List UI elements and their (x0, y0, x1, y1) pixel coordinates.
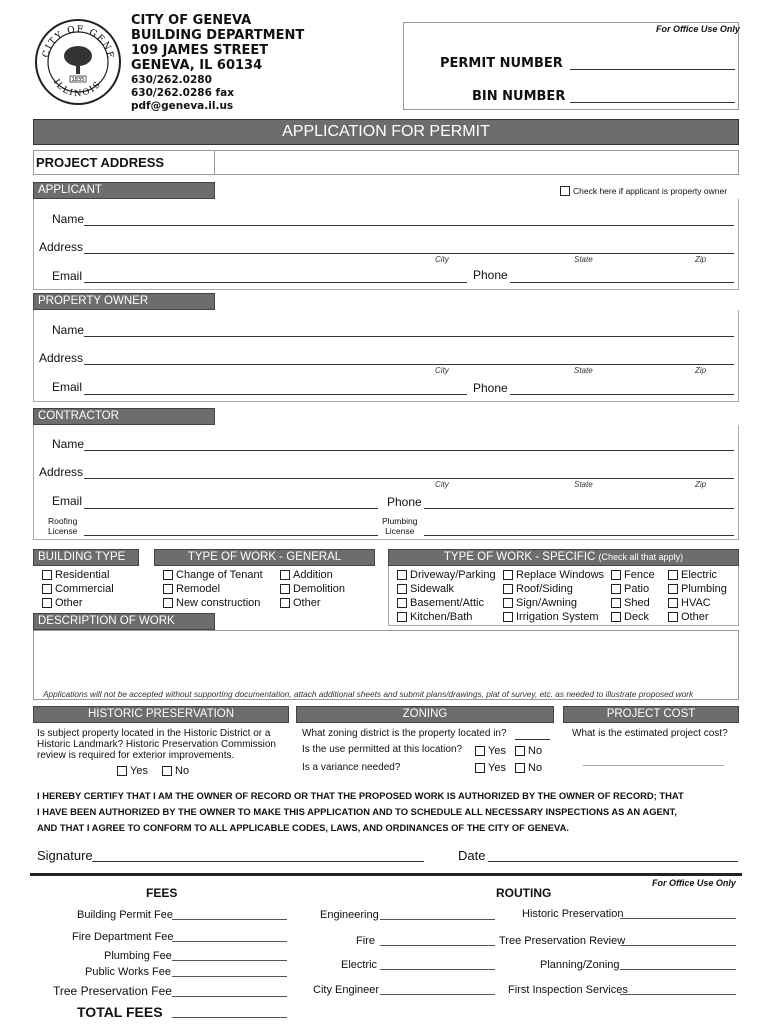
fee-building-permit: Building Permit Fee (77, 909, 173, 921)
zoning-permitted-yes[interactable] (475, 745, 506, 757)
applicant-name-field[interactable] (84, 225, 734, 226)
applicant-phone-field[interactable] (510, 282, 734, 283)
checkbox-box[interactable] (668, 612, 678, 622)
routing-city-engineer: City Engineer (313, 984, 380, 996)
fee-fire-department-field[interactable] (172, 941, 287, 942)
checkbox-box[interactable] (668, 570, 678, 580)
checkbox-box[interactable] (117, 766, 127, 776)
cost-bar: PROJECT COST (563, 706, 739, 723)
date-field[interactable] (488, 861, 738, 862)
routing-planning: Planning/Zoning (540, 959, 620, 971)
work-specific-irrigation[interactable] (503, 611, 599, 623)
owner-address-label: Address (39, 351, 84, 365)
header-phone: 630/262.0280 (131, 74, 212, 86)
building-type-label: Commercial (55, 583, 114, 595)
work-specific-label: Sign/Awning (516, 597, 577, 609)
work-general-remodel[interactable] (163, 583, 220, 595)
checkbox-box[interactable] (515, 763, 525, 773)
work-specific-patio[interactable] (611, 583, 649, 595)
historic-q-line3: review is required for exterior improvements. (37, 750, 235, 761)
bottom-divider (30, 873, 742, 876)
work-general-new-construction[interactable] (163, 597, 260, 609)
zoning-variance-no[interactable] (515, 762, 542, 774)
contractor-zip-label: Zip (695, 480, 707, 489)
cert-line3: AND THAT I AGREE TO CONFORM TO ALL APPLICABLE CODES, LAWS, AND ORDINANCES OF THE CITY OF GENEVA. (37, 822, 569, 833)
roofing-label-line1: Roofing (48, 516, 78, 526)
plumbing-license-field[interactable] (424, 535, 734, 536)
checkbox-box[interactable] (515, 746, 525, 756)
checkbox-box[interactable] (503, 570, 513, 580)
work-specific-bar (388, 549, 739, 566)
building-type-residential[interactable] (42, 569, 109, 581)
checkbox-box[interactable] (668, 584, 678, 594)
bin-number-label: BIN NUMBER (472, 89, 566, 104)
description-bar: DESCRIPTION OF WORK (33, 613, 215, 630)
work-specific-label: Irrigation System (516, 611, 599, 623)
signature-label: Signature (37, 848, 93, 863)
checkbox-box[interactable] (42, 598, 52, 608)
applicant-email-field[interactable] (84, 282, 467, 283)
header-street: 109 JAMES STREET (131, 43, 269, 58)
permit-number-field[interactable] (570, 69, 735, 70)
checkbox-box[interactable] (397, 570, 407, 580)
routing-historic-field[interactable] (620, 918, 736, 919)
fee-public-works: Public Works Fee (85, 966, 171, 978)
work-specific-label: HVAC (681, 597, 711, 609)
work-specific-sign[interactable] (503, 597, 577, 609)
header-citystate: GENEVA, IL 60134 (131, 58, 263, 73)
applicant-is-owner-label: Check here if applicant is property owner (573, 186, 728, 196)
city-seal (34, 18, 122, 106)
work-specific-label: Plumbing (681, 583, 727, 595)
checkbox-box[interactable] (475, 746, 485, 756)
owner-zip-label: Zip (695, 366, 707, 375)
cert-line2: I HAVE BEEN AUTHORIZED BY THE OWNER TO MAKE THIS APPLICATION AND TO SCHEDULE ALL NECESSARY INSPECTIONS AS AN AGENT, (37, 806, 677, 817)
work-specific-label: Roof/Siding (516, 583, 573, 595)
checkbox-box[interactable] (503, 598, 513, 608)
work-general-demolition[interactable] (280, 583, 345, 595)
work-specific-basement[interactable] (397, 597, 484, 609)
zoning-variance-yes[interactable] (475, 762, 506, 774)
owner-bar: PROPERTY OWNER (33, 293, 215, 310)
work-specific-label: Patio (624, 583, 650, 595)
svg-text:CITY OF GENEVA: CITY OF GENE (41, 24, 116, 61)
work-specific-label: Sidewalk (410, 583, 455, 595)
work-specific-plumbing[interactable] (668, 583, 727, 595)
fee-tree-preservation: Tree Preservation Fee (53, 984, 172, 998)
work-specific-label: Other (681, 611, 709, 623)
routing-first-inspection: First Inspection Services (508, 984, 628, 996)
routing-tree-review: Tree Preservation Review (499, 935, 626, 947)
applicant-zip-label: Zip (695, 255, 707, 264)
work-specific-sidewalk[interactable] (397, 583, 454, 595)
checkbox-box[interactable] (280, 570, 290, 580)
work-specific-fence[interactable] (611, 569, 655, 581)
zoning-district-field[interactable] (515, 739, 550, 740)
checkbox-box[interactable] (397, 584, 407, 594)
routing-electric-field[interactable] (380, 969, 495, 970)
work-general-addition[interactable] (280, 569, 333, 581)
roofing-label-line2: License (48, 526, 78, 536)
applicant-frame (33, 199, 739, 290)
fee-plumbing-field[interactable] (172, 960, 287, 961)
checkbox-box[interactable] (611, 584, 621, 594)
work-general-label: Demolition (293, 583, 345, 595)
routing-engineering: Engineering (320, 909, 379, 921)
work-general-label: Addition (293, 569, 333, 581)
owner-email-field[interactable] (84, 394, 467, 395)
contractor-phone-field[interactable] (424, 508, 734, 509)
owner-state-label: State (574, 366, 593, 375)
contractor-address-label: Address (39, 465, 84, 479)
historic-q-line2: Historic Landmark? Historic Preservation Commission (37, 739, 276, 750)
work-specific-kitchen[interactable] (397, 611, 472, 623)
yes-label: Yes (488, 762, 506, 774)
fee-fire-department: Fire Department Fee (72, 931, 174, 943)
work-specific-driveway[interactable] (397, 569, 496, 581)
building-type-label: Residential (55, 569, 110, 581)
header-city: CITY OF GENEVA (131, 13, 252, 28)
plumbing-label-line1: Plumbing (382, 516, 418, 526)
routing-first-inspection-field[interactable] (620, 994, 736, 995)
cert-line1: I HEREBY CERTIFY THAT I AM THE OWNER OF RECORD OR THAT THE PROPOSED WORK IS AUTHORIZED BY THE OWNER OF RECORD; THAT (37, 790, 684, 801)
header-email[interactable]: pdf@geneva.il.us (131, 100, 234, 112)
work-general-label: Remodel (176, 583, 221, 595)
routing-title: ROUTING (496, 886, 552, 900)
work-specific-label: Kitchen/Bath (410, 611, 473, 623)
date-label: Date (458, 848, 486, 863)
routing-fire: Fire (356, 935, 375, 947)
work-general-label: Other (293, 597, 321, 609)
owner-city-label: City (435, 366, 449, 375)
work-general-label: New construction (176, 597, 261, 609)
svg-text:ILLINOIS: ILLINOIS (50, 77, 104, 100)
fees-title: FEES (146, 886, 178, 900)
contractor-email-label: Email (52, 494, 83, 508)
work-specific-other[interactable] (668, 611, 709, 623)
form-title: APPLICATION FOR PERMIT (33, 119, 739, 145)
no-label: No (528, 745, 543, 757)
owner-frame (33, 310, 739, 402)
work-specific-label: Basement/Attic (410, 597, 484, 609)
project-address-label: PROJECT ADDRESS (36, 155, 165, 170)
applicant-address-field[interactable] (84, 253, 734, 254)
header-department: BUILDING DEPARTMENT (131, 28, 305, 43)
applicant-state-label: State (574, 255, 593, 264)
checkbox-box[interactable] (611, 612, 621, 622)
checkbox-box[interactable] (163, 584, 173, 594)
total-fees-label: TOTAL FEES (77, 1004, 163, 1020)
checkbox-box[interactable] (668, 598, 678, 608)
cost-question: What is the estimated project cost? (572, 728, 728, 739)
checkbox-box[interactable] (475, 763, 485, 773)
work-specific-windows[interactable] (503, 569, 604, 581)
contractor-city-label: City (435, 480, 449, 489)
building-type-label: Other (55, 597, 83, 609)
checkbox-box[interactable] (163, 598, 173, 608)
yes-label: Yes (488, 745, 506, 757)
contractor-phone-label: Phone (387, 495, 422, 509)
no-label: No (528, 762, 543, 774)
checkbox-box[interactable] (611, 598, 621, 608)
work-specific-label: Replace Windows (516, 569, 605, 581)
work-specific-roof[interactable] (503, 583, 573, 595)
work-specific-label: Deck (624, 611, 650, 623)
contractor-address-field[interactable] (84, 478, 734, 479)
fee-building-permit-field[interactable] (172, 919, 287, 920)
building-type-bar: BUILDING TYPE (33, 549, 139, 566)
contractor-email-field[interactable] (84, 508, 378, 509)
owner-name-field[interactable] (84, 336, 734, 337)
description-note: Applications will not be accepted without supporting documentation, attach additional sheets and submit plans/drawings, plat of survey, etc. as needed to illustrate proposed work (43, 689, 694, 699)
work-general-change-of-tenant[interactable] (163, 569, 263, 581)
applicant-address-label: Address (39, 240, 84, 254)
zoning-permitted-no[interactable] (515, 745, 542, 757)
routing-historic: Historic Preservation (522, 908, 624, 920)
roofing-license-label (48, 516, 77, 536)
historic-yes-checkbox[interactable] (117, 765, 148, 777)
signature-field[interactable] (92, 861, 424, 862)
routing-planning-field[interactable] (620, 969, 736, 970)
checkbox-box[interactable] (397, 612, 407, 622)
total-fees-field[interactable] (172, 1017, 287, 1018)
no-label: No (175, 765, 190, 777)
work-specific-label: Electric (681, 569, 718, 581)
fee-tree-preservation-field[interactable] (172, 996, 287, 997)
routing-electric: Electric (341, 959, 378, 971)
checkbox-box[interactable] (42, 584, 52, 594)
office-use-note-bottom: For Office Use Only (652, 878, 736, 888)
zoning-q3: Is a variance needed? (302, 762, 401, 773)
contractor-name-field[interactable] (84, 450, 734, 451)
applicant-phone-label: Phone (473, 268, 508, 282)
certification-text (37, 788, 684, 836)
checkbox-box[interactable] (611, 570, 621, 580)
work-general-other[interactable] (280, 597, 321, 609)
work-specific-label: Shed (624, 597, 650, 609)
owner-phone-label: Phone (473, 381, 508, 395)
zoning-bar: ZONING (296, 706, 554, 723)
routing-fire-field[interactable] (380, 945, 495, 946)
checkbox-box[interactable] (503, 612, 513, 622)
plumbing-license-label (382, 516, 417, 536)
work-general-label: Change of Tenant (176, 569, 263, 581)
work-specific-electric[interactable] (668, 569, 717, 581)
checkbox-box[interactable] (503, 584, 513, 594)
header-fax: 630/262.0286 fax (131, 87, 234, 99)
owner-name-label: Name (52, 323, 85, 337)
checkbox-box[interactable] (397, 598, 407, 608)
roofing-license-field[interactable] (84, 535, 378, 536)
svg-text:1835: 1835 (71, 77, 85, 83)
work-specific-bar-title: TYPE OF WORK - SPECIFIC (443, 551, 596, 563)
work-general-bar: TYPE OF WORK - GENERAL (154, 549, 375, 566)
checkbox-box[interactable] (42, 570, 52, 580)
checkbox-box[interactable] (560, 186, 570, 196)
historic-no-checkbox[interactable] (162, 765, 189, 777)
cost-field[interactable] (583, 765, 724, 766)
work-specific-label: Fence (624, 569, 655, 581)
historic-q-line1: Is subject property located in the Historic District or a (37, 728, 271, 739)
work-specific-label: Driveway/Parking (410, 569, 496, 581)
applicant-is-owner-checkbox[interactable] (560, 186, 727, 196)
applicant-name-label: Name (52, 212, 85, 226)
zoning-q2: Is the use permitted at this location? (302, 744, 463, 755)
routing-engineering-field[interactable] (380, 919, 495, 920)
work-specific-bar-note: (Check all that apply) (598, 552, 684, 562)
fee-public-works-field[interactable] (172, 976, 287, 977)
routing-city-engineer-field[interactable] (380, 994, 495, 995)
building-type-commercial[interactable] (42, 583, 114, 595)
zoning-q1: What zoning district is the property located in? (302, 728, 507, 739)
permit-number-label: PERMIT NUMBER (440, 56, 563, 71)
contractor-name-label: Name (52, 437, 85, 451)
historic-bar: HISTORIC PRESERVATION (33, 706, 289, 723)
checkbox-box[interactable] (280, 584, 290, 594)
work-specific-shed[interactable] (611, 597, 650, 609)
fee-plumbing: Plumbing Fee (104, 950, 172, 962)
plumbing-label-line2: License (385, 526, 415, 536)
owner-phone-field[interactable] (510, 394, 734, 395)
bin-number-field[interactable] (570, 102, 735, 103)
routing-tree-review-field[interactable] (620, 945, 736, 946)
work-specific-deck[interactable] (611, 611, 649, 623)
checkbox-box[interactable] (162, 766, 172, 776)
owner-email-label: Email (52, 380, 83, 394)
yes-label: Yes (130, 765, 148, 777)
work-specific-hvac[interactable] (668, 597, 711, 609)
office-use-note: For Office Use Only (656, 24, 740, 34)
historic-question (37, 728, 276, 761)
building-type-other[interactable] (42, 597, 83, 609)
applicant-city-label: City (435, 255, 449, 264)
checkbox-box[interactable] (280, 598, 290, 608)
contractor-bar: CONTRACTOR (33, 408, 215, 425)
contractor-state-label: State (574, 480, 593, 489)
owner-address-field[interactable] (84, 364, 734, 365)
applicant-bar: APPLICANT (33, 182, 215, 199)
project-address-field[interactable] (216, 151, 738, 174)
checkbox-box[interactable] (163, 570, 173, 580)
applicant-email-label: Email (52, 269, 83, 283)
